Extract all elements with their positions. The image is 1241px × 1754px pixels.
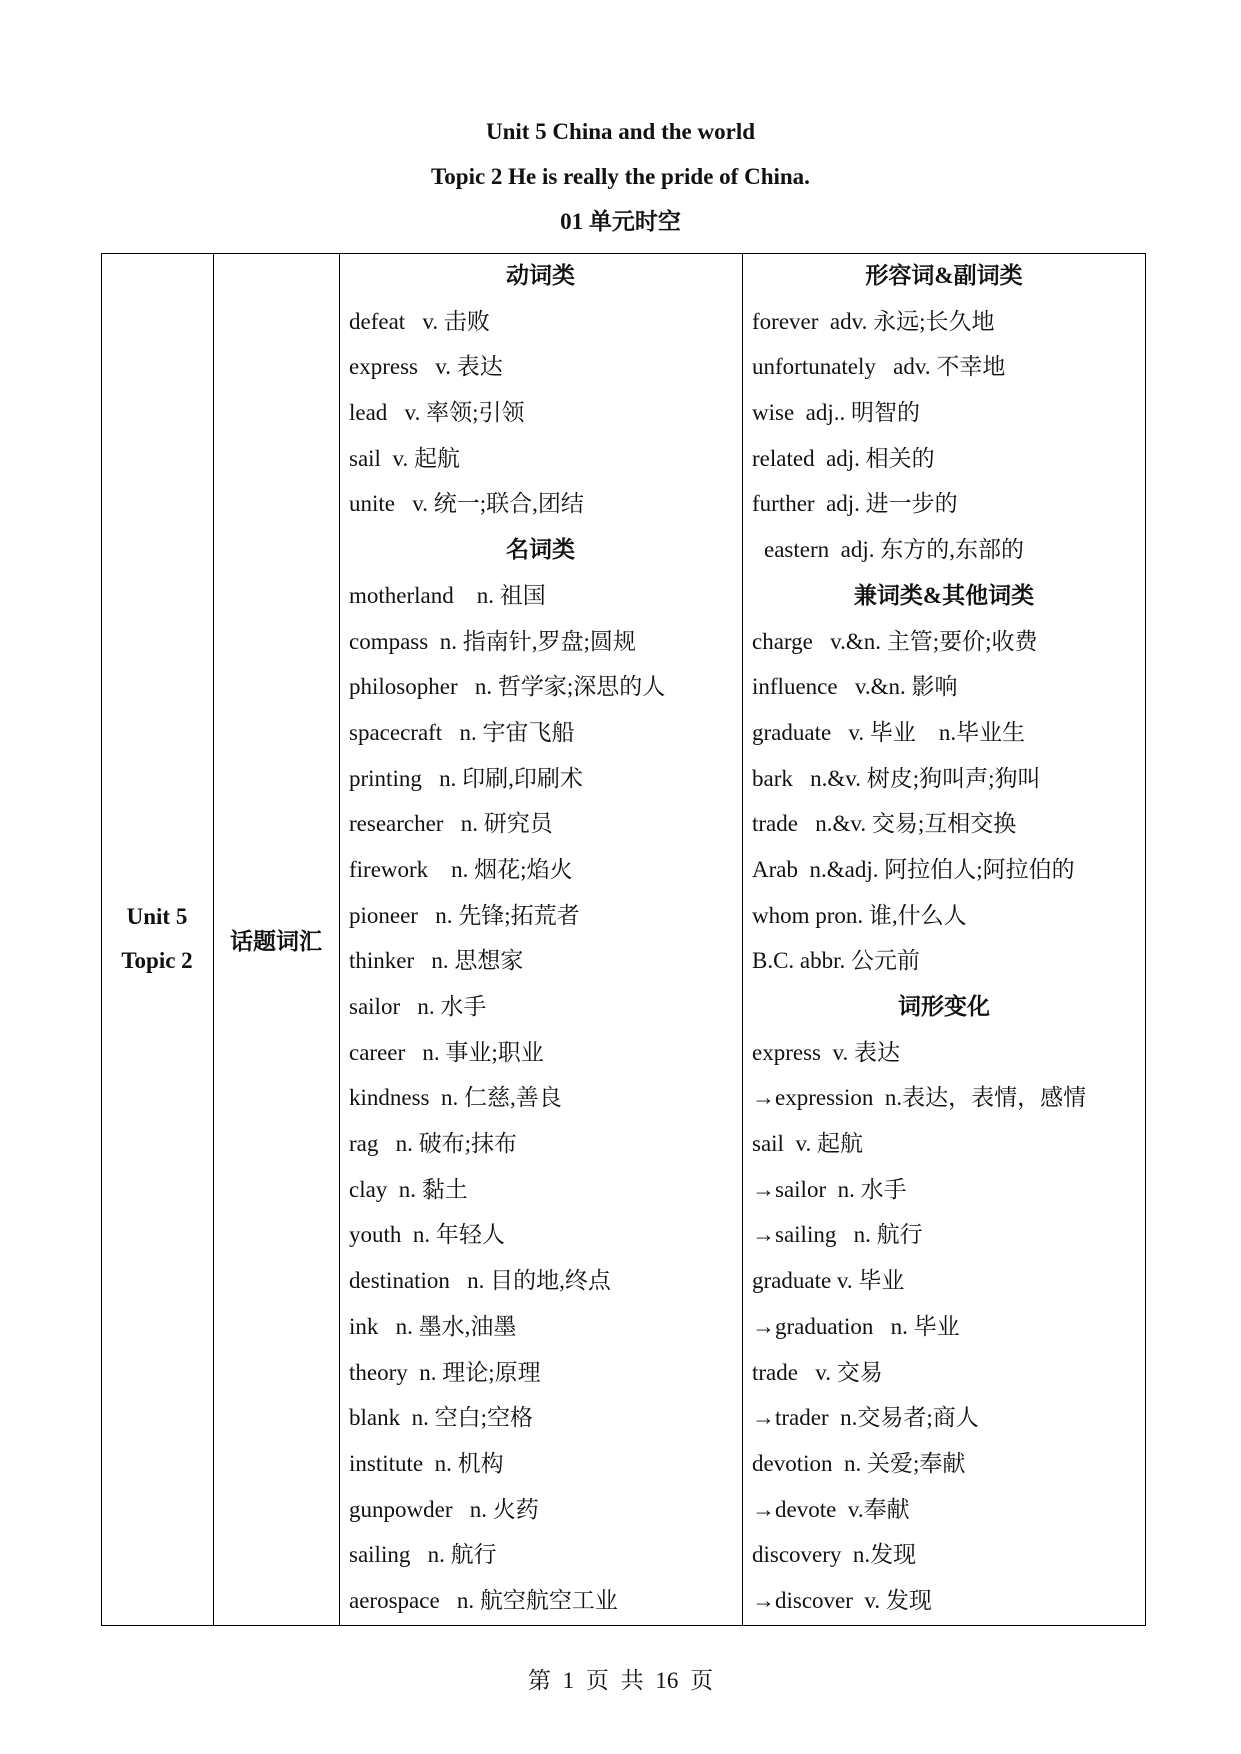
document-title: Unit 5 China and the world [485,119,756,144]
vocab-entry: defeat v. 击败 [349,308,490,334]
vocab-entry: sail v. 起航 [752,1131,863,1157]
vocab-entry: sailing n. 航行 [349,1542,497,1568]
vocab-entry: →trader n.交易者;商人 [752,1405,979,1431]
vocab-entry: express v. 表达 [349,354,503,380]
vocab-entry: bark n.&v. 树皮;狗叫声;狗叫 [752,765,1041,791]
page-footer: 第 1 页 共 16 页 [527,1668,714,1693]
vocab-entry: devotion n. 关爱;奉献 [752,1450,966,1476]
vocab-entry: destination n. 目的地,终点 [349,1268,611,1294]
category-heading: 形容词&副词类 [865,263,1023,288]
vocab-entry: researcher n. 研究员 [349,811,553,837]
section-title: 01 单元时空 [560,209,681,234]
vocab-entry: →sailor n. 水手 [752,1176,907,1202]
unit-cell [101,253,213,1625]
vocab-entry: compass n. 指南针,罗盘;圆规 [349,628,636,654]
vocab-entry: Arab n.&adj. 阿拉伯人;阿拉伯的 [752,856,1075,882]
vocab-entry: firework n. 烟花;焰火 [349,856,573,882]
vocab-entry: discovery n.发现 [752,1542,917,1568]
vocab-entry: philosopher n. 哲学家;深思的人 [349,674,666,700]
vocab-entry: aerospace n. 航空航空工业 [349,1587,618,1613]
vocab-entry: lead v. 率领;引领 [349,400,525,426]
vocab-entry: spacecraft n. 宇宙飞船 [349,719,575,745]
vocab-entry: blank n. 空白;空格 [349,1405,533,1431]
vocab-entry: charge v.&n. 主管;要价;收费 [752,628,1038,654]
category-heading: 兼词类&其他词类 [853,582,1035,608]
topic-vocabulary-cell [213,253,339,1625]
vocab-entry: sail v. 起航 [349,445,460,471]
vocab-entry: pioneer n. 先锋;拓荒者 [349,902,580,928]
vocab-entry: →devote v.奉献 [752,1496,910,1522]
vocab-entry: unfortunately adv. 不幸地 [752,354,1006,380]
unit-label: Unit 5 [126,904,188,929]
vocab-entry: institute n. 机构 [349,1450,504,1476]
vocab-column-left [339,253,742,1624]
vocab-entry: wise adj.. 明智的 [752,400,921,426]
vocab-entry: express v. 表达 [752,1039,900,1065]
vocab-entry: graduate v. 毕业 [752,1268,905,1294]
vocab-entry: motherland n. 祖国 [349,582,546,608]
vocab-entry: trade n.&v. 交易;互相交换 [752,811,1017,837]
category-heading: 动词类 [506,263,575,288]
vocab-entry: kindness n. 仁慈,善良 [349,1085,562,1111]
vocab-entry: thinker n. 思想家 [349,948,524,974]
vocab-entry: →discover v. 发现 [752,1587,932,1613]
vocab-entry: theory n. 理论;原理 [349,1359,541,1385]
vocab-entry: gunpowder n. 火药 [349,1496,539,1522]
vocab-entry: unite v. 统一;联合,团结 [349,491,584,517]
vocab-entry: ink n. 墨水,油墨 [349,1313,517,1339]
vocab-entry: eastern adj. 东方的,东部的 [764,537,1024,563]
vocab-entry: forever adv. 永远;长久地 [752,308,995,334]
vocab-entry: related adj. 相关的 [752,445,935,471]
vocab-entry: →graduation n. 毕业 [752,1313,960,1339]
vocab-entry: →expression n.表达，表情，感情 [752,1085,1087,1111]
vocab-entry: influence v.&n. 影响 [752,674,958,700]
vocab-entry: whom pron. 谁,什么人 [752,902,967,928]
vocab-column-right [742,253,1146,1624]
vocab-entry: rag n. 破布;抹布 [349,1131,518,1157]
category-heading: 词形变化 [898,994,990,1019]
vocab-entry: B.C. abbr. 公元前 [752,948,921,974]
vocab-entry: further adj. 进一步的 [752,491,958,517]
vocab-entry: graduate v. 毕业 n.毕业生 [752,719,1026,745]
vocab-entry: trade v. 交易 [752,1359,883,1385]
table-bottom-border [101,1625,1146,1626]
vocab-entry: printing n. 印刷,印刷术 [349,765,583,791]
vocab-entry: career n. 事业;职业 [349,1039,544,1065]
vocab-entry: youth n. 年轻人 [349,1222,505,1248]
vocab-entry: sailor n. 水手 [349,994,487,1019]
vocab-entry: →sailing n. 航行 [752,1222,923,1248]
topic-title: Topic 2 He is really the pride of China. [431,164,810,189]
category-heading: 名词类 [506,537,575,563]
vocab-entry: clay n. 黏土 [349,1176,468,1202]
topic-vocabulary-label: 话题词汇 [230,928,322,954]
topic-label: Topic 2 [121,948,193,973]
